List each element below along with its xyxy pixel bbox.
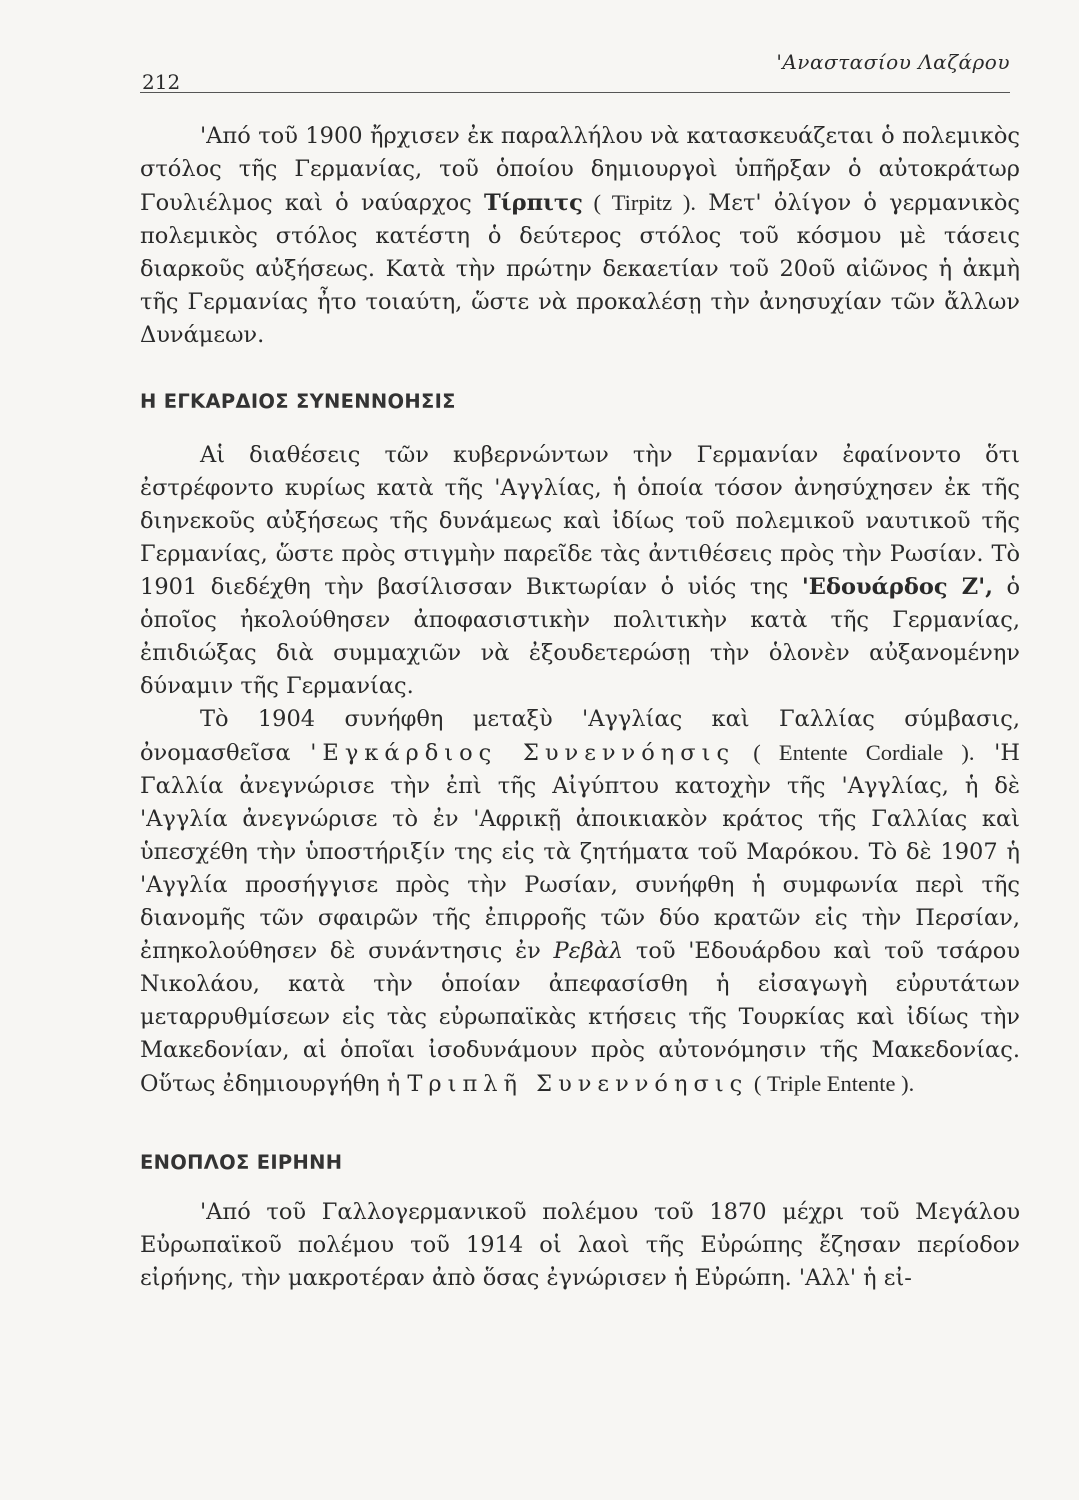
- reval-place: Ρεβὰλ: [553, 938, 624, 964]
- entente-cordiale-greek: 'Εγκάρδιος Συνεννόησις: [310, 740, 736, 766]
- tirpitz-name: Τίρπιτς: [483, 190, 583, 216]
- paragraph-1-text-end: Μετ' ὀλίγον ὁ γερμανικὸς πολεμικὸς στόλος κατέστη ὁ δεύτερος στόλος τοῦ κόσμου μὲ τάσεις διαρκοῦς αὐξήσεως. Κατὰ τὴν πρώτην δεκαετίαν τοῦ 20οῦ αἰῶνος ἡ ἀκμὴ τῆς Γερμανίας ἦτο τοιαύτη, ὥστε νὰ προκαλέσῃ τὴν ἀνησυχίαν τῶν ἄλλων Δυνάμεων.: [140, 190, 1021, 348]
- paragraph-3: [140, 703, 1020, 1101]
- paragraph-2-text-end: ὁ ὁποῖος ἠκολούθησεν ἀποφασιστικὴν πολιτικὴν κατὰ τῆς Γερμανίας, ἐπιδιώξας διὰ συμμαχιῶν νὰ ἐξουδετερώσῃ τὴν ὁλονὲν αὐξανομένην δύναμιν τῆς Γερμανίας.: [140, 574, 1020, 699]
- running-title: 'Αναστασίου Λαζάρου: [776, 50, 1010, 74]
- tirpitz-latin: ( Tirpitz ).: [582, 190, 696, 215]
- paragraph-2: [140, 439, 1020, 703]
- body-text: [140, 120, 1020, 1295]
- section-heading-entente: Η ΕΓΚΑΡΔΙΟΣ ΣΥΝΕΝΝΟΗΣΙΣ: [140, 390, 456, 413]
- paragraph-1: [140, 120, 1020, 352]
- edward-name: 'Εδουάρδος Ζ',: [801, 574, 993, 600]
- page-header: [140, 44, 1010, 93]
- paragraph-3-part-3: τοῦ 'Εδουάρδου καὶ τοῦ τσάρου Νικολάου, κατὰ τὴν ὁποίαν ἀπεφασίσθη ἡ εἰσαγωγὴ εὐρυτάτων μεταρρυθμίσεων εἰς τὰς εὐρωπαϊκὰς κτήσεις τῆς Τουρκίας καὶ ἰδίως τὴν Μακεδονίαν, αἱ ὁποῖαι ἰσοδυνάμουν πρὸς αὐτονόμησιν τῆς Μακεδονίας. Οὕτως ἐδημιουργήθη ἡ: [140, 938, 1020, 1097]
- section-heading-armed-peace: ΕΝΟΠΛΟΣ ΕΙΡΗΝΗ: [140, 1151, 343, 1174]
- entente-cordiale-latin: ( Entente Cordiale ).: [735, 740, 975, 765]
- triple-entente-greek: Τριπλῆ Συνεννόησις: [407, 1071, 749, 1097]
- paragraph-1-text: 'Από τοῦ 1900 ἤρχισεν ἐκ παραλλήλου νὰ κατασκευάζεται ὁ πολεμικὸς στόλος τῆς Γερμανίας, τοῦ ὁποίου δημιουργοὶ ὑπῆρξαν ὁ αὐτοκράτωρ Γουλιέλμος καὶ ὁ ναύαρχος: [140, 123, 1020, 216]
- page-number: 212: [142, 70, 181, 94]
- paragraph-3-part-2: 'Η Γαλλία ἀνεγνώρισε τὴν ἐπὶ τῆς Αἰγύπτου κατοχὴν τῆς 'Αγγλίας, ἡ δὲ 'Αγγλία ἀνεγνώρισε τὸ ἐν 'Αφρικῇ ἀποικιακὸν κράτος τῆς Γαλλίας καὶ ὑπεσχέθη τὴν ὑποστήριξίν της εἰς τὰ ζητήματα τοῦ Μαρόκου. Τὸ δὲ 1907 ἡ 'Αγγλία προσήγγισε πρὸς τὴν Ρωσίαν, συνήφθη ἡ συμφωνία περὶ τῆς διανομῆς τῶν σφαιρῶν τῆς ἐπιρροῆς τῶν δύο κρατῶν εἰς τὴν Περσίαν, ἐπηκολούθησεν δὲ συνάντησις ἐν: [140, 740, 1020, 964]
- paragraph-4: 'Από τοῦ Γαλλογερμανικοῦ πολέμου τοῦ 1870 μέχρι τοῦ Μεγάλου Εὐρωπαϊκοῦ πολέμου τοῦ 1914 οἱ λαοὶ τῆς Εὐρώπης ἔζησαν περίοδον εἰρήνης, τὴν μακροτέραν ἀπὸ ὅσας ἐγνώρισεν ἡ Εὐρώπη. 'Αλλ' ἡ εἰ-: [140, 1199, 1020, 1291]
- paragraph-2-text: Αἱ διαθέσεις τῶν κυβερνώντων τὴν Γερμανίαν ἐφαίνοντο ὅτι ἐστρέφοντο κυρίως κατὰ τῆς 'Αγγλίας, ἡ ὁποία τόσον ἀνησύχησεν ἐκ τῆς διηνεκοῦς αὐξήσεως τῆς δυνάμεως καὶ ἰδίως τοῦ πολεμικοῦ ναυτικοῦ τῆς Γερμανίας, ὥστε πρὸς στιγμὴν παρεῖδε τὰς ἀντιθέσεις πρὸς τὴν Ρωσίαν. Τὸ 1901 διεδέχθη τὴν βασίλισσαν Βικτωρίαν ὁ υἱός της: [140, 442, 1020, 600]
- paragraph-3-part-1: Τὸ 1904 συνήφθη μεταξὺ 'Αγγλίας καὶ Γαλλίας σύμβασις, ὀνομασθεῖσα: [140, 706, 1020, 766]
- triple-entente-latin: ( Triple Entente ).: [748, 1071, 915, 1096]
